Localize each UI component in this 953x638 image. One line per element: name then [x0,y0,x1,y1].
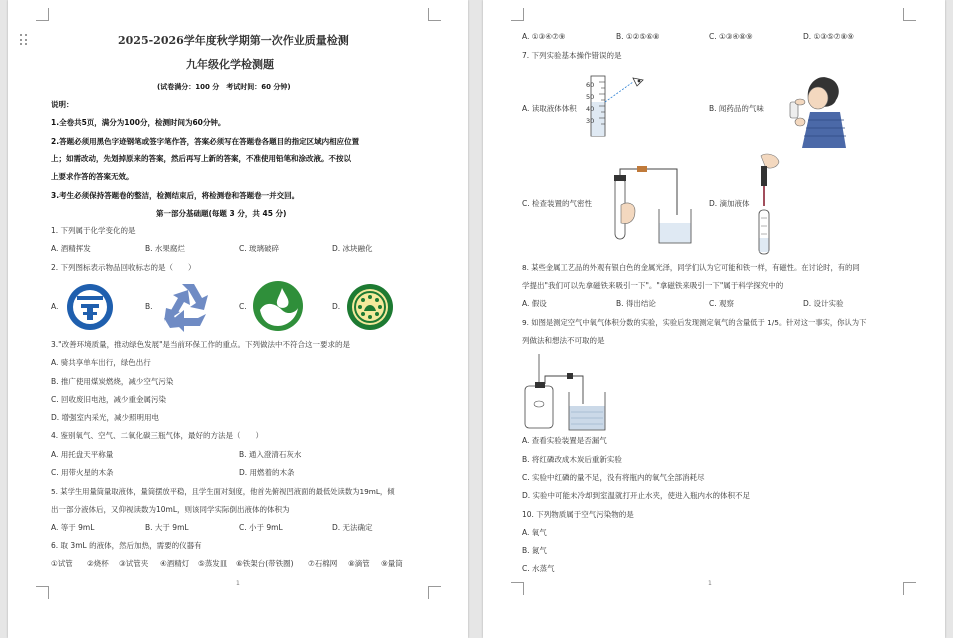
question-5-option: D. 无法确定 [332,523,373,532]
question-6-option: A. ①③④⑦⑨ [522,32,566,41]
question-1-option: C. 玻璃破碎 [239,244,280,253]
question-5-stem: 出一部分液体后，又仰视读数为10mL，则该同学实际倒出液体的体积为 [51,505,290,514]
crop-mark [36,8,49,21]
crop-mark [428,8,441,21]
question-9-option: A. 查看实验装置是否漏气 [522,436,607,445]
question-6-item: ①试管 [51,559,73,568]
question-6-item: ⑦石棉网 [308,559,338,568]
question-1-option: D. 冰块融化 [332,244,373,253]
question-5-option: A. 等于 9mL [51,523,95,532]
note-line: 2.答题必须用黑色字迹钢笔或签字笔作答，答案必须写在答题卷各题目的指定区域内相应位置 [51,137,360,146]
question-9-option: D. 实验中可能未冷却到室温就打开止水夹，使进入瓶内水的体积不足 [522,491,751,500]
oxygen-measurement-apparatus [521,352,611,432]
question-2-option: C. [239,302,247,311]
question-6-item: ⑨量筒 [381,559,403,568]
question-7-stem: 7. 下列实验基本操作错误的是 [522,51,622,60]
crop-mark [428,586,441,599]
question-5-stem: 5. 某学生用量筒量取液体，量筒摆放平稳，且学生面对刻度，他首先俯视凹液面的最低处读数为19mL，倾 [51,487,395,496]
scale-mark: 50 [586,93,595,101]
environmental-label-icon [346,283,394,331]
note-line: 1.全卷共5页，满分为100分，检测时间为60分钟。 [51,118,226,127]
question-6-item: ⑧滴管 [348,559,370,568]
exam-meta: (试卷满分：100 分 考试时间：60 分钟) [157,83,291,91]
question-4-option: C. 用带火星的木条 [51,468,114,477]
note-line: 3.考生必须保持答题卷的整洁，检测结束后，将检测卷和答题卷一并交回。 [51,191,300,200]
question-6-option: B. ①②⑤⑥⑧ [616,32,660,41]
question-4-option: D. 用燃着的木条 [239,468,295,477]
question-2-option: B. [145,302,153,311]
recycle-icon [160,280,216,332]
document-page-2 [483,0,945,638]
question-8-option: D. 设计实验 [803,299,844,308]
question-6-option: D. ①③⑤⑦⑧⑨ [803,32,854,41]
question-3-option: B. 推广使用煤炭燃烧，减少空气污染 [51,377,174,386]
question-7-option: C. 检查装置的气密性 [522,199,593,208]
crop-mark [511,582,524,595]
question-8-option: A. 假设 [522,299,547,308]
question-10-option: A. 氧气 [522,528,547,537]
question-6-item: ⑤蒸发皿 [198,559,228,568]
question-3-option: A. 骑共享单车出行，绿色出行 [51,358,151,367]
question-4-option: B. 通入澄清石灰水 [239,450,302,459]
logo-a-icon [65,282,115,332]
water-saving-icon [252,280,304,332]
question-9-option: B. 将红磷改成木炭后重新实验 [522,455,622,464]
scale-mark: 60 [586,81,595,89]
question-6-stem: 6. 取 3mL 的液体，然后加热，需要的仪器有 [51,541,202,550]
scale-mark: 40 [586,105,595,113]
section-title: 第一部分基础题(每题 3 分，共 45 分) [156,209,287,218]
question-1-option: A. 酒精挥发 [51,244,91,253]
question-4-stem: 4. 鉴别氧气、空气、二氧化碳三瓶气体，最好的方法是（ ） [51,431,264,440]
page-number: 1 [236,580,240,587]
question-9-stem: 列做法和想法不可取的是 [522,336,605,345]
question-6-item: ②烧杯 [87,559,109,568]
question-10-option: C. 水蒸气 [522,564,555,573]
crop-mark [36,586,49,599]
airtightness-check-figure [605,165,697,245]
question-2-stem: 2. 下列图标表示物品回收标志的是（ ） [51,263,196,272]
question-8-stem: 8. 某些金属工艺品的外观有银白色的金属光泽，同学们认为它可能和铁一样，有磁性。在讨论时，有的同 [522,263,860,272]
question-4-option: A. 用托盘天平称量 [51,450,114,459]
crop-mark [511,8,524,21]
question-9-option: C. 实验中红磷的量不足，没有将瓶内的氧气全部消耗尽 [522,473,705,482]
question-7-option: D. 滴加液体 [709,199,750,208]
question-5-option: C. 小于 9mL [239,523,283,532]
question-3-stem: 3."改善环境质量，推动绿色发展"是当前环保工作的重点。下列做法中不符合这一要求的是 [51,340,351,349]
question-1-stem: 1. 下列属于化学变化的是 [51,226,136,235]
question-7-option: B. 闻药品的气味 [709,104,764,113]
question-10-option: B. 氮气 [522,546,547,555]
question-2-option: D. [332,302,341,311]
question-2-option: A. [51,302,59,311]
question-5-option: B. 大于 9mL [145,523,189,532]
question-6-item: ⑥铁架台(带铁圈) [236,559,294,568]
question-8-stem: 学提出"我们可以先拿磁铁来吸引一下"。"拿磁铁来吸引一下"属于科学探究中的 [522,281,784,290]
question-3-option: D. 增强室内采光，减少照明用电 [51,413,160,422]
question-1-option: B. 水果腐烂 [145,244,185,253]
crop-mark [903,8,916,21]
document-page-1 [8,0,468,638]
question-3-option: C. 回收废旧电池，减少重金属污染 [51,395,167,404]
question-8-option: C. 观察 [709,299,735,308]
graduated-cylinder-figure [585,72,653,138]
crop-mark [903,582,916,595]
question-8-option: B. 得出结论 [616,299,656,308]
question-6-item: ④酒精灯 [160,559,190,568]
page-number: 1 [708,580,712,587]
note-line: 上；如需改动，先划掉原来的答案，然后再写上新的答案，不准使用铅笔和涂改液。不按以 [51,154,351,163]
question-7-option: A. 读取液体体积 [522,104,577,113]
note-line: 上要求作答的答案无效。 [51,172,134,181]
scale-mark: 30 [586,117,595,125]
notes-heading: 说明： [51,100,74,109]
page-subtitle: 九年级化学检测题 [186,58,274,71]
question-6-option: C. ①③④⑧⑨ [709,32,753,41]
page-title: 2025-2026学年度秋学期第一次作业质量检测 [118,34,349,47]
question-6-item: ③试管夹 [119,559,149,568]
drag-handle-icon[interactable] [20,34,28,46]
question-10-stem: 10. 下列物质属于空气污染物的是 [522,510,634,519]
question-9-stem: 9. 如图是测定空气中氧气体积分数的实验，实验后发现测定氧气的含量低于 1/5。针对这一事实，你认为下 [522,318,867,327]
smelling-chemical-figure [788,68,858,148]
dropper-figure [747,152,787,256]
